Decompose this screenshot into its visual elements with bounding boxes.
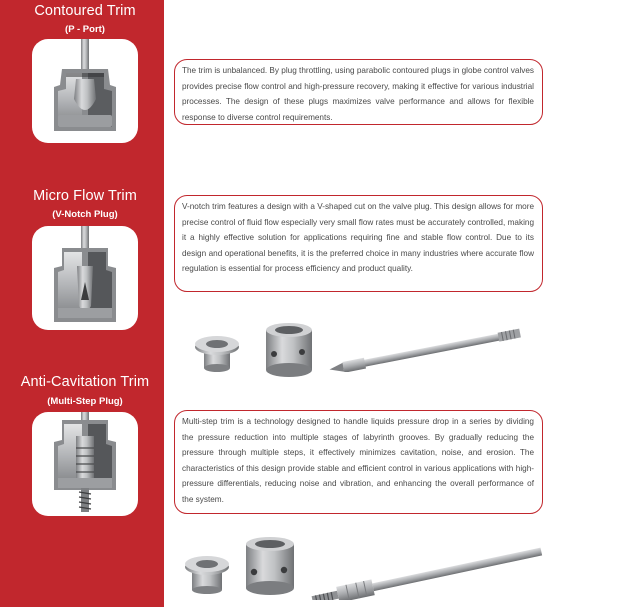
anti-cavitation-trim-cutaway-icon — [32, 412, 138, 516]
cage-icon — [262, 322, 316, 378]
cage-icon — [242, 536, 298, 596]
trim-title-contoured: Contoured Trim — [34, 3, 136, 19]
contoured-trim-cutaway-icon — [32, 39, 138, 143]
v-notch-plug-stem-icon — [322, 312, 526, 372]
trim-subtitle-micro-flow: (V-Notch Plug) — [52, 209, 118, 220]
micro-flow-trim-description: V-notch trim features a design with a V-shaped cut on the valve plug. This design allows for more precise control of fluid flow especially very small flow rates must be accurately controlled, making it a highly effective solution for applications requiring fine and stable flow control. Due to its design and operational benefits, it is the preferred choice in many industries where accurate flow regulation is essential for process efficiency and product quality. — [174, 195, 543, 292]
trim-title-micro-flow: Micro Flow Trim — [33, 188, 137, 204]
contoured-trim-description: The trim is unbalanced. By plug throttling, using parabolic contoured plugs in globe control valves provides precise flow control and high-pressure recovery, making it effective for various industrial processes. The design of these plugs maximizes valve performance and allows for flexible response to diverse control requirements. — [174, 59, 543, 125]
trim-subtitle-anti-cavitation: (Multi-Step Plug) — [47, 396, 123, 407]
seat-ring-icon — [192, 334, 242, 374]
seat-ring-icon — [182, 554, 232, 596]
anti-cavitation-trim-image — [32, 412, 138, 516]
contoured-trim-image — [32, 39, 138, 143]
multi-step-plug-stem-icon — [304, 534, 546, 600]
micro-flow-trim-cutaway-icon — [32, 226, 138, 330]
micro-flow-trim-image — [32, 226, 138, 330]
anti-cavitation-trim-description: Multi-step trim is a technology designed to handle liquids pressure drop in a series by dividing the pressure reduction into multiple stages of labyrinth grooves. By gradually reducing the pressure through multiple steps, it effectively minimizes cavitation, noise, and erosion. The characteristics of this design provide stable and efficient control in various applications with high-pressure differentials, reducing noise and vibration, and enhancing the overall performance of the system. — [174, 410, 543, 514]
trim-subtitle-contoured: (P - Port) — [65, 24, 105, 35]
trim-title-anti-cavitation: Anti-Cavitation Trim — [20, 374, 150, 390]
